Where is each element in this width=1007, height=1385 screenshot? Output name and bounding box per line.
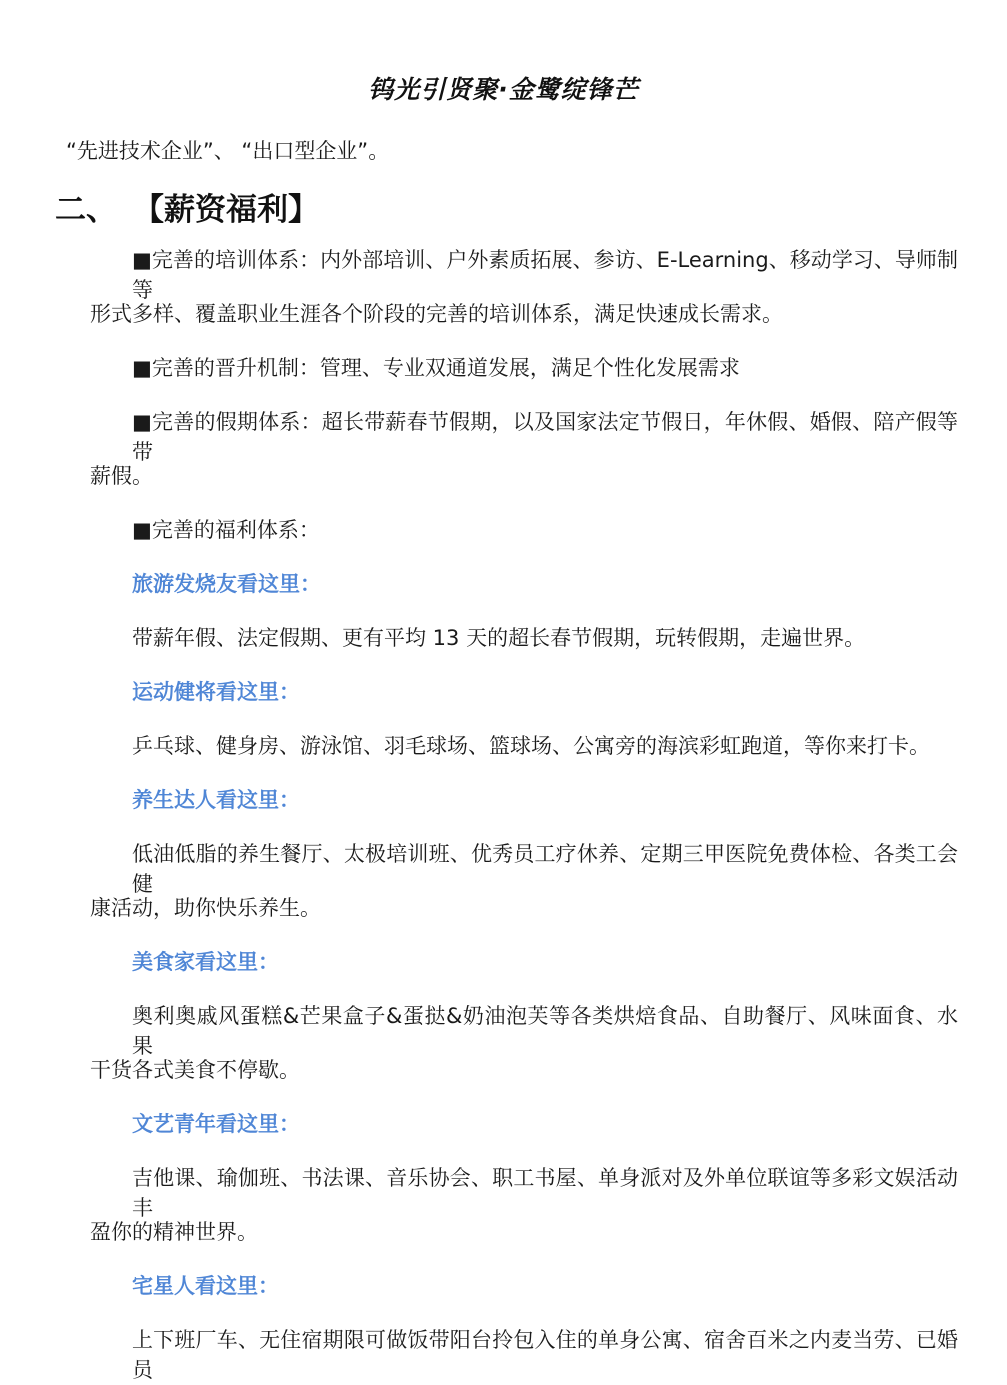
welfare-heading-food: 美食家看这里：	[132, 950, 279, 974]
section-title: 【薪资福利】	[133, 192, 319, 228]
welfare-text-food-line2: 干货各式美食不停歇。	[90, 1058, 300, 1082]
welfare-paragraph: ■完善的福利体系：	[132, 518, 320, 542]
training-paragraph-line2: 形式多样、覆盖职业生涯各个阶段的完善的培训体系，满足快速成长需求。	[90, 302, 783, 326]
intro-text: “先进技术企业”、 “出口型企业”。	[66, 139, 390, 163]
section-heading	[55, 190, 319, 230]
training-paragraph-line1: ■完善的培训体系：内外部培训、户外素质拓展、参访、E-Learning、移动学习、导师制等	[132, 248, 958, 302]
welfare-text-sports: 乒乓球、健身房、游泳馆、羽毛球场、篮球场、公寓旁的海滨彩虹跑道，等你来打卡。	[132, 734, 930, 758]
welfare-text-food-line1: 奥利奥戚风蛋糕&芒果盒子&蛋挞&奶油泡芙等各类烘焙食品、自助餐厅、风味面食、水果	[132, 1004, 958, 1058]
welfare-text-health-line1: 低油低脂的养生餐厅、太极培训班、优秀员工疗休养、定期三甲医院免费体检、各类工会健	[132, 842, 958, 896]
section-number: 二、	[55, 192, 117, 228]
welfare-heading-home: 宅星人看这里：	[132, 1274, 279, 1298]
promotion-paragraph: ■完善的晋升机制：管理、专业双通道发展，满足个性化发展需求	[132, 356, 740, 380]
welfare-text-health-line2: 康活动，助你快乐养生。	[90, 896, 321, 920]
welfare-text-arts-line1: 吉他课、瑜伽班、书法课、音乐协会、职工书屋、单身派对及外单位联谊等多彩文娱活动丰	[132, 1166, 958, 1220]
holiday-paragraph-line2: 薪假。	[90, 464, 153, 488]
document-title: 钨光引贤聚·金鹭绽锋芒	[368, 75, 639, 104]
welfare-heading-sports: 运动健将看这里：	[132, 680, 300, 704]
welfare-heading-arts: 文艺青年看这里：	[132, 1112, 300, 1136]
welfare-text-arts-line2: 盈你的精神世界。	[90, 1220, 258, 1244]
holiday-paragraph-line1: ■完善的假期体系：超长带薪春节假期，以及国家法定节假日，年休假、婚假、陪产假等带	[132, 410, 958, 464]
welfare-heading-health: 养生达人看这里：	[132, 788, 300, 812]
welfare-text-travel: 带薪年假、法定假期、更有平均 13 天的超长春节假期，玩转假期，走遍世界。	[132, 626, 866, 650]
welfare-text-home-line1: 上下班厂车、无住宿期限可做饭带阳台拎包入住的单身公寓、宿舍百米之内麦当劳、已婚员	[132, 1328, 958, 1382]
welfare-heading-travel: 旅游发烧友看这里：	[132, 572, 321, 596]
